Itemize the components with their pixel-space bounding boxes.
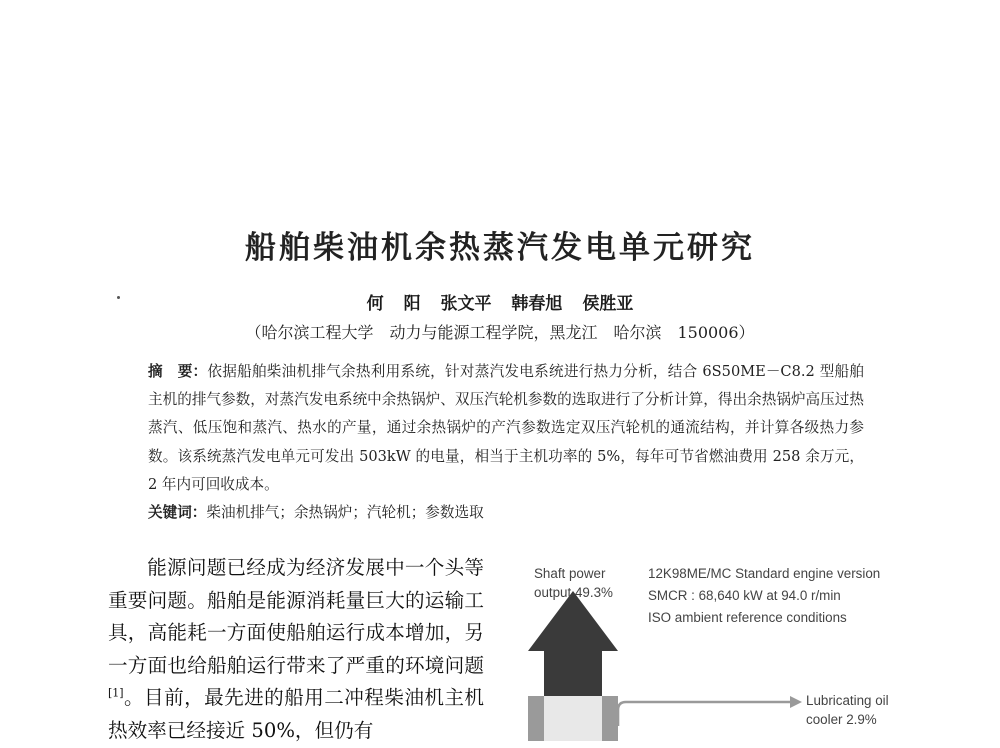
- lub-oil-line1: Lubricating oil: [806, 693, 889, 708]
- shaft-power-label: [534, 564, 613, 602]
- shaft-power-line2: output 49.3%: [534, 585, 613, 600]
- affiliation: （哈尔滨工程大学 动力与能源工程学院，黑龙江 哈尔滨 150006）: [245, 323, 755, 342]
- lub-oil-line2: cooler 2.9%: [806, 712, 877, 727]
- abstract-block: [148, 358, 864, 527]
- lub-oil-label: [806, 691, 889, 729]
- engine-body-inner: [544, 696, 602, 741]
- iso-conditions-text: ISO ambient reference conditions: [648, 610, 847, 625]
- keywords-text: 柴油机排气；余热锅炉；汽轮机；参数选取: [206, 504, 484, 522]
- keywords-line: [148, 499, 864, 527]
- abstract-label: 摘 要：: [148, 363, 208, 380]
- engine-version-text: 12K98ME/MC Standard engine version: [648, 566, 881, 581]
- abstract-text: 依据船舶柴油机排气余热利用系统，针对蒸汽发电系统进行热力分析，结合 6S50ME－C8.2 型船舶主机的排气参数，对蒸汽发电系统中余热锅炉、双压汽轮机参数的选取进行了分析计算，得出余热锅炉高压过热蒸汽、低压饱和蒸汽、热水的产量，通过余热锅炉的产汽参数选定双压汽轮机的通流结构，并计算各级热力参数。该系统蒸汽发电单元可发出 503kW 的电量，相当于主机功率的 5%，每年可节省燃油费用 258 余万元，2 年内可回收成本。: [148, 363, 864, 493]
- body-text-part1: 能源问题已经成为经济发展中一个头等重要问题。船舶是能源消耗量巨大的运输工具，高能耗一方面使船舶运行成本增加，另一方面也给船舶运行带来了严重的环境问题: [108, 556, 484, 677]
- shaft-power-line1: Shaft power: [534, 566, 606, 581]
- energy-flow-figure: [510, 556, 910, 741]
- paper-title: 船舶柴油机余热蒸汽发电单元研究: [245, 230, 755, 266]
- lub-oil-flow: [618, 702, 790, 726]
- lub-oil-arrowhead: [790, 696, 802, 708]
- smcr-text: SMCR : 68,640 kW at 94.0 r/min: [648, 588, 841, 603]
- keywords-label: 关键词：: [148, 504, 207, 522]
- citation-ref: [1]: [108, 686, 124, 700]
- engine-info-label: [648, 564, 880, 627]
- body-text-part2: 。目前，最先进的船用二冲程柴油机主机热效率已经接近 50%，但仍有: [108, 686, 484, 742]
- body-paragraph: [108, 552, 484, 748]
- author-list: 何 阳 张文平 韩春旭 侯胜亚: [366, 294, 634, 314]
